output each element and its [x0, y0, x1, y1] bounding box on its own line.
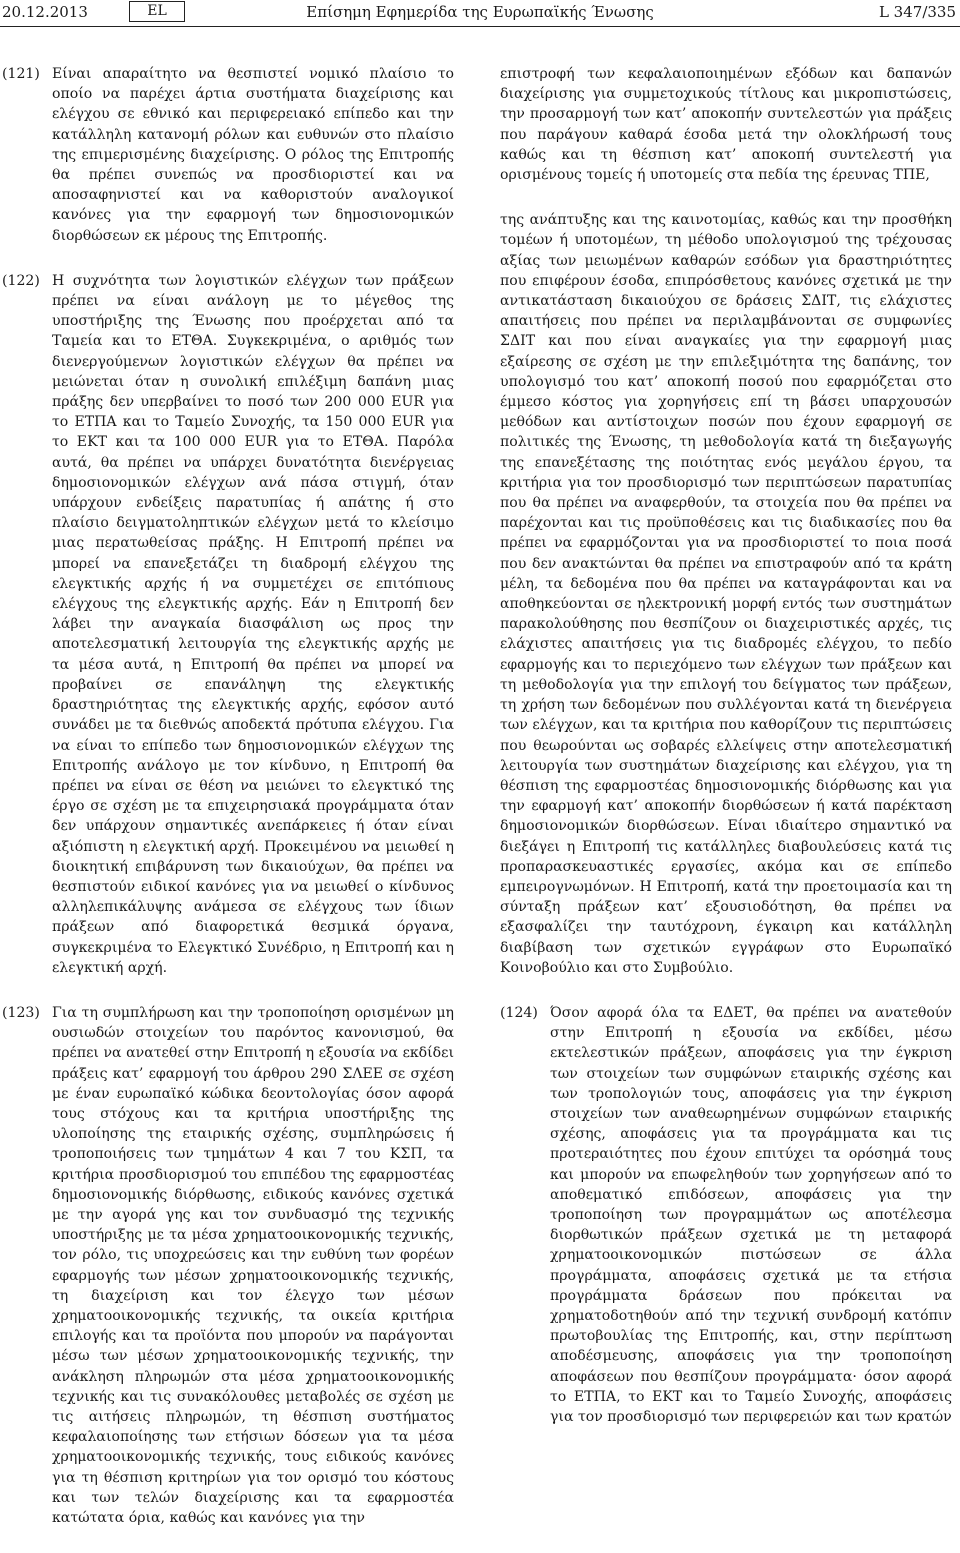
- recital-number: (123): [2, 1004, 40, 1021]
- recital-text: Όσον αφορά όλα τα ΕΔΕΤ, θα πρέπει να ανατεθούν στην Επιτροπή η εξουσία να εκδίδει, μέσω εκτελεστικών πράξεων, αποφάσεις για την έγκριση των στοιχείων των συμφώνων εταιρικής σχέσης και των τροπολογιών τους, αποφάσεις για την έγκριση στοιχείων των αναθεωρημένων συμφώνων εταιρικής σχέσης, αποφάσεις για τα προγράμματα και τις προτεραιότητες που έχουν επιτύχει τα ορόσημά τους και μπορούν να επωφεληθούν των χορηγήσεων από το αποθεματικό επιδόσεων, αποφάσεις για την τροποποίηση των προγραμμάτων ως αποτέλεσμα διορθωτικών πράξεων σχετικά με τη μεταφορά χρηματοοικονομικών πιστώσεων σε άλλα προγράμματα, αποφάσεις σχετικά με τα ετήσια προγράμματα δράσεων που πρόκειται να χρηματοδοτηθούν από την τεχνική συνδρομή κατόπιν πρωτοβουλίας της Επιτροπής, και, στην περίπτωση αποδέσμευσης, αποφάσεις για την τροποποίηση αποφάσεων που θεσπίζουν προγράμματα· όσον αφορά το ΕΤΠΑ, το ΕΚΤ και το Ταμείο Συνοχής, αποφάσεις για τον προσδιορισμό των περιφερειών και των κρατών: [550, 1004, 952, 1425]
- recital-text: Για τη συμπλήρωση και την τροποποίηση ορισμένων μη ουσιωδών στοιχείων του παρόντος κανονισμού, θα πρέπει να ανατεθεί στην Επιτροπή η εξουσία να εκδίδει πράξεις κατ’ εφαρμογή του άρθρου 290 ΣΛΕΕ σε σχέση με έναν ευρωπαϊκό κώδικα δεοντολογίας όσον αφορά τους στόχους και τα κριτήρια υποστήριξης της υλοποίησης της εταιρικής σχέσης, συμπληρώσεις ή τροποποιήσεις των τμημάτων 4 και 7 του ΚΣΠ, τα κριτήρια προσδιορισμού του επιπέδου της εφαρμοστέας δημοσιονομικής διόρθωσης, ειδικούς κανόνες σχετικά με την αγορά γης και τον συνδυασμό της τεχνικής υποστήριξης με τα μέσα χρηματοοικονομικής τεχνικής, τον ρόλο, τις υποχρεώσεις και την ευθύνη των φορέων εφαρμογής των μέσων χρηματοοικονομικής τεχνικής, τη διαχείριση και τον έλεγχο των μέσων χρηματοοικονομικής τεχνικής, τα οικεία κριτήρια επιλογής και τα προϊόντα που μπορούν να παράγονται μέσω των μέσων χρηματοοικονομικής τεχνικής, την ανάκληση πληρωμών στα μέσα χρηματοοικονομικής τεχνικής και τις συνακόλουθες μεταβολές σε σχέση με τις αιτήσεις πληρωμών, τη θέσπιση συστήματος κεφαλαιοποίησης των ετήσιων δόσεων για τα μέσα χρηματοοικονομικής τεχνικής, τους ειδικούς κανόνες για τη θέσπιση κριτηρίων για τον ορισμό του κόστους και των τελών διαχείρισης και τα εφαρμοστέα κατώτατα όρια, καθώς και κανόνες για την: [52, 1004, 454, 1527]
- recital-text: Είναι απαραίτητο να θεσπιστεί νομικό πλαίσιο το οποίο να παρέχει άρτια συστήματα διαχείρισης και ελέγχου σε εθνικό και περιφερειακό επίπεδο και την κατάλληλη κατανομή ρόλων και ευθυνών στο πλαίσιο της επιμερισμένης διαχείρισης. Ο ρόλος της Επιτροπής θα πρέπει συνεπώς να προσδιοριστεί και να αποσαφηνιστεί και να καθοριστούν αναλογικοί κανόνες για την εφαρμογή των δημοσιονομικών διορθώσεων εκ μέρους της Επιτροπής.: [52, 66, 454, 244]
- language-badge: EL: [129, 1, 185, 22]
- publication-date: 20.12.2013: [2, 3, 88, 21]
- page-header: [0, 0, 960, 27]
- recital-121: [2, 64, 454, 246]
- recital-number: (122): [2, 272, 40, 289]
- recital-123: [2, 1003, 454, 1528]
- recital-123-continuation-2: της ανάπτυξης και της καινοτομίας, καθώς και την προσθήκη τομέων ή υποτομέων, τη μέθοδο υπολογισμού της τρέχουσας αξίας των μειωμένων καθαρών εσόδων για δραστηριότητες που επιφέρουν έσοδα, επιπρόσθετους κανόνες σχετικά με την αντικατάσταση δικαιούχου σε δράσεις ΣΔΙΤ, τις ελάχιστες απαιτήσεις που πρέπει να περιλαμβάνονται σε συμφωνίες ΣΔΙΤ και που είναι αναγκαίες για την εφαρμογή μιας εξαίρεσης σε σχέση με την επιλεξιμότητα της δαπάνης, τον υπολογισμό του κατ’ αποκοπή ποσού που εφαρμόζεται στο έμμεσο κόστος για χορηγήσεις επί τη βάσει υπαρχουσών μεθόδων και αντίστοιχων ποσών που έχουν εφαρμογή σε πολιτικές της Ένωσης, τη μεθοδολογία κατά τη διεξαγωγής της επανεξέτασης της ποιότητας ενός μεγάλου έργου, τα κριτήρια για τον προσδιορισμό των περιπτώσεων παρατυπίας που θα πρέπει να αναφερθούν, τα στοιχεία που θα πρέπει να παρέχονται και τις προϋποθέσεις και τις διαδικασίες που θα πρέπει να εφαρμόζονται για να προσδιοριστεί το ποια ποσά που δεν ανακτώνται θα πρέπει να επιστραφούν από τα κράτη μέλη, τα δεδομένα που θα πρέπει να καταγράφονται και να αποθηκεύονται σε ηλεκτρονική μορφή εντός των συστημάτων παρακολούθησης που θεσπίζουν οι διαχειριστικές αρχές, τις ελάχιστες απαιτήσεις για τις διαδρομές ελέγχου, το πεδίο εφαρμογής και το περιεχόμενο των ελέγχων των πράξεων και τη μεθοδολογία για την επιλογή του δείγματος των πράξεων, τη χρήση των δεδομένων που συλλέγονται κατά τη διενέργεια των ελέγχων, και τα κριτήρια που καθορίζουν τις περιπτώσεις που θεωρούνται ως σοβαρές ελλείψεις στην αποτελεσματική λειτουργία των συστημάτων διαχείρισης και ελέγχου, για τη θέσπιση της εφαρμοστέας δημοσιονομικής διόρθωσης και για την εφαρμογή κατ’ αποκοπήν διορθώσεων ή κατά παρέκταση δημοσιονομικών διορθώσεων. Είναι ιδιαίτερο σημαντικό να διεξάγει η Επιτροπή τις κατάλληλες διαβουλεύσεις κατά τις προπαρασκευαστικές εργασίες, ακόμα και σε επίπεδο εμπειρογνωμόνων. Η Επιτροπή, κατά την προετοιμασία και τη σύνταξη πράξεων κατ’ εξουσιοδότηση, θα πρέπει να εξασφαλίζει την ταυτόχρονη, έγκαιρη και κατάλληλη διαβίβαση των σχετικών εγγράφων στο Ευρωπαϊκό Κοινοβούλιο και στο Συμβούλιο.: [500, 212, 952, 976]
- recital-123-continuation-1: επιστροφή των κεφαλαιοποιημένων εξόδων και δαπανών διαχείρισης για συμμετοχικούς τίτλους και μικροπιστώσεις, την προσαρμογή των κατ’ αποκοπήν συντελεστών για πράξεις που παράγουν καθαρά έσοδα μετά την ολοκλήρωσή τους καθώς και τη θέσπιση κατ’ αποκοπή συντελεστή για ορισμένους τομείς ή υποτομείς στα πεδία της έρευνας ΤΠΕ,: [500, 66, 952, 184]
- right-column: [500, 64, 952, 1452]
- recital-122: [2, 271, 454, 978]
- recital-124: [500, 1003, 952, 1427]
- recital-number: (124): [500, 1004, 538, 1021]
- journal-title: Επίσημη Εφημερίδα της Ευρωπαϊκής Ένωσης: [306, 3, 654, 21]
- recital-number: (121): [2, 66, 40, 82]
- left-column: [2, 64, 454, 1553]
- page-reference: L 347/335: [878, 3, 956, 21]
- recital-text: Η συχνότητα των λογιστικών ελέγχων των πράξεων πρέπει να είναι ανάλογη με το μέγεθος της υποστήριξης της Ένωσης που προέρχεται από τα Ταμεία και το ΕΤΘΑ. Συγκεκριμένα, ο αριθμός των διενεργούμενων λογιστικών ελέγχων θα πρέπει να μειώνεται όταν η συνολική επιλέξιμη δαπάνη μιας πράξης δεν υπερβαίνει το ποσό των 200 000 EUR για το ΕΤΠΑ και το Ταμείο Συνοχής, τα 150 000 EUR για το ΕΚΤ και τα 100 000 EUR για το ΕΤΘΑ. Παρόλα αυτά, θα πρέπει να υπάρχει δυνατότητα διενέργειας δημοσιονομικών ελέγχων ανά πάσα στιγμή, όταν υπάρχουν ενδείξεις παρατυπίας ή απάτης ή στο πλαίσιο δειγματοληπτικών ελέγχων μετά το κλείσιμο μιας περατωθείσας πράξης. Η Επιτροπή πρέπει να μπορεί να επανεξετάζει τη διαδρομή ελέγχου της ελεγκτικής αρχής ή να συμμετέχει σε επιτόπιους ελέγχους της ελεγκτικής αρχής. Εάν η Επιτροπή δεν λάβει την αναγκαία διασφάλιση ως προς την αποτελεσματική λειτουργία της ελεγκτικής αρχής με τα μέσα αυτά, η Επιτροπή θα πρέπει να μπορεί να προβαίνει σε επανάληψη της ελεγκτικής δραστηριότητας της ελεγκτικής αρχής, εφόσον αυτό συνάδει με τα διεθνώς αποδεκτά πρότυπα ελέγχου. Για να είναι το επίπεδο των δημοσιονομικών ελέγχων της Επιτροπής ανάλογο με τον κίνδυνο, η Επιτροπή θα πρέπει να είναι σε θέση να μειώνει το ελεγκτικό της έργο σε σχέση με τα επιχειρησιακά προγράμματα όταν δεν υπάρχουν σημαντικές ανεπάρκειες ή όταν είναι αξιόπιστη η ελεγκτική αρχή. Προκειμένου να μειωθεί η διοικητική επιβάρυνση των δικαιούχων, θα πρέπει να θεσπιστούν ειδικοί κανόνες για να μειωθεί ο κίνδυνος αλληλεπικάλυψης ανάμεσα σε ελέγχους των ίδιων πράξεων από διαφορετικά θεσμικά όργανα, συγκεκριμένα το Ελεγκτικό Συνέδριο, η Επιτροπή και η ελεγκτική αρχή.: [52, 272, 454, 976]
